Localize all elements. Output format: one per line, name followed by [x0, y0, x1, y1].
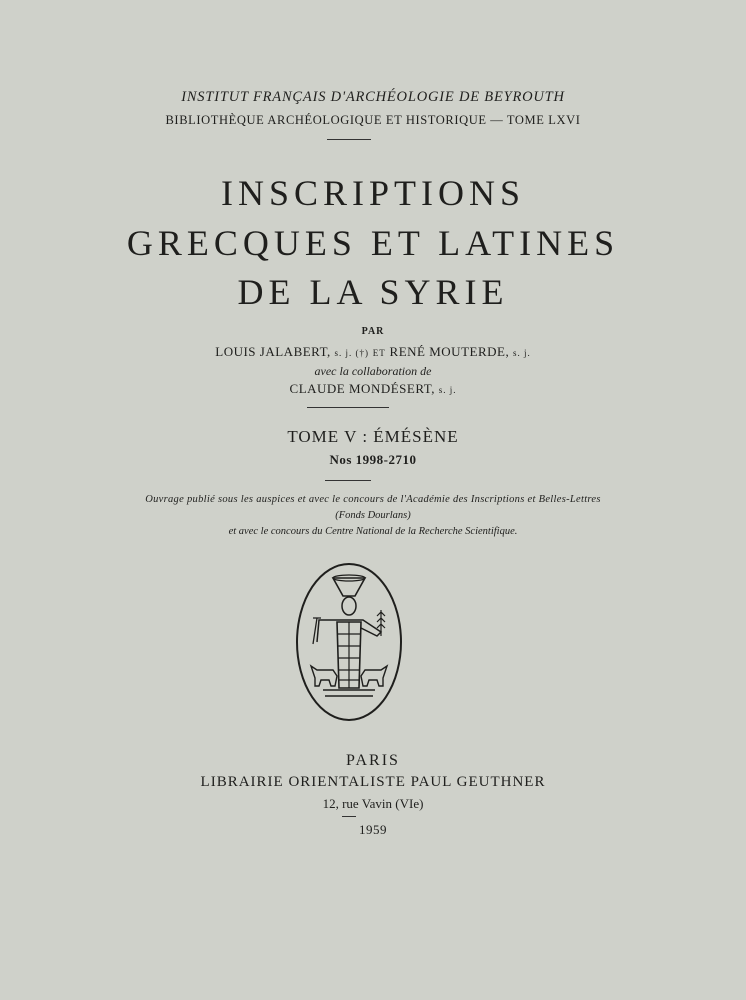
author-2-suffix: s. j. [512, 348, 531, 358]
institute-name: INSTITUT FRANÇAIS D'ARCHÉOLOGIE DE BEYROUTH [181, 89, 565, 105]
publisher-address: 12, rue Vavin (VIe) [322, 796, 424, 811]
by-label: PAR [361, 326, 385, 337]
divider [342, 816, 356, 817]
publication-year: 1959 [359, 822, 387, 837]
title-line-2: GRECQUES ET LATINES [126, 223, 620, 263]
volume-numbers: Nos 1998-2710 [329, 452, 417, 467]
collaboration-label: avec la collaboration de [314, 364, 432, 378]
divider [307, 407, 389, 408]
publication-note-line-3: et avec le concours du Centre National de la Recherche Scientifique. [228, 526, 518, 537]
seal-emblem-icon [293, 562, 405, 726]
publisher-city: PARIS [346, 752, 400, 769]
collaborator-line [0, 381, 746, 397]
publication-note-line-1: Ouvrage publié sous les auspices et avec le concours de l'Académie des Inscriptions et Belles-Lettres [145, 494, 601, 505]
collaborator-suffix: s. j. [438, 385, 457, 395]
and-label: ET [372, 348, 386, 358]
authors-line [0, 344, 746, 360]
author-1: LOUIS JALABERT, [215, 344, 331, 359]
title-line-1: INSCRIPTIONS [220, 173, 526, 213]
author-2: RENÉ MOUTERDE, [389, 344, 510, 359]
series-name: BIBLIOTHÈQUE ARCHÉOLOGIQUE ET HISTORIQUE — TOME LXVI [165, 113, 581, 127]
publisher-name: LIBRAIRIE ORIENTALISTE PAUL GEUTHNER [200, 774, 546, 790]
volume-title: TOME V : ÉMÉSÈNE [287, 427, 459, 446]
collaborator: CLAUDE MONDÉSERT, [289, 381, 435, 396]
publication-note-line-2: (Fonds Dourlans) [335, 510, 411, 521]
divider [325, 480, 371, 481]
title-line-3: DE LA SYRIE [237, 272, 509, 312]
author-1-suffix: s. j. (†) [334, 348, 370, 358]
divider [327, 139, 371, 140]
